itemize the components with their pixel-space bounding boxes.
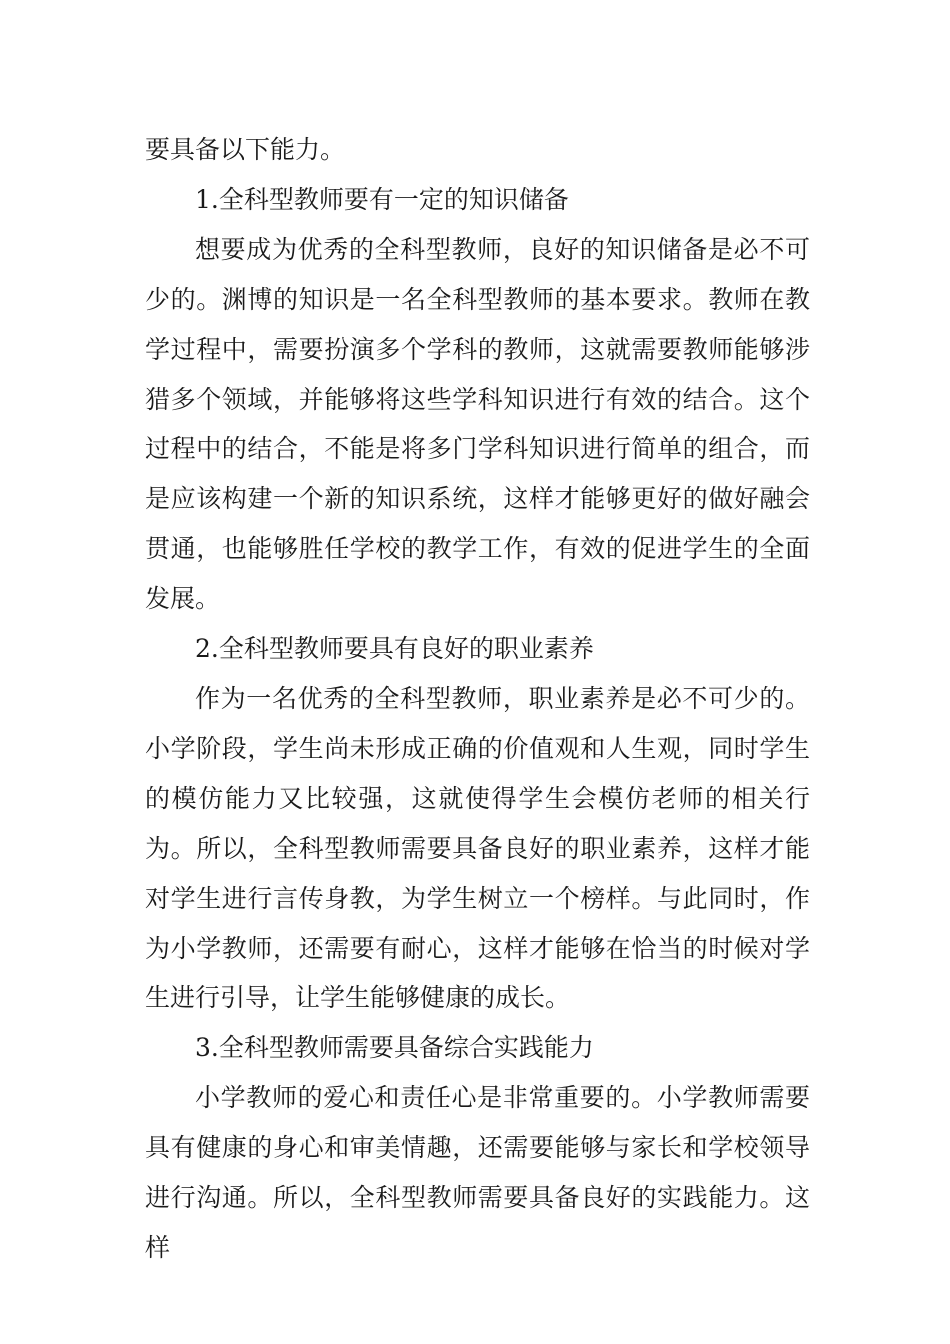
paragraph-practice: 小学教师的爱心和责任心是非常重要的。小学教师需要具有健康的身心和审美情趣，还需要能够与家长和学校领导进行沟通。所以，全科型教师需要具备良好的实践能力。这样 <box>145 1083 810 1262</box>
paragraph-continuation: 要具备以下能力。 <box>145 135 346 164</box>
document-body <box>145 125 810 1273</box>
section-heading-3: 3.全科型教师需要具备综合实践能力 <box>195 1033 594 1063</box>
paragraph-professionalism: 作为一名优秀的全科型教师，职业素养是必不可少的。小学阶段，学生尚未形成正确的价值观和人生观，同时学生的模仿能力又比较强，这就使得学生会模仿老师的相关行为。所以，全科型教师需要具备良好的职业素养，这样才能对学生进行言传身教，为学生树立一个榜样。与此同时，作为小学教师，还需要有耐心，这样才能够在恰当的时候对学生进行引导，让学生能够健康的成长。 <box>145 683 810 1013</box>
section-heading-1: 1.全科型教师要有一定的知识储备 <box>195 184 569 214</box>
paragraph-knowledge: 想要成为优秀的全科型教师，良好的知识储备是必不可少的。渊博的知识是一名全科型教师的基本要求。教师在教学过程中，需要扮演多个学科的教师，这就需要教师能够涉猎多个领域，并能够将这些学科知识进行有效的结合。这个过程中的结合，不能是将多门学科知识进行简单的组合，而是应该构建一个新的知识系统，这样才能够更好的做好融会贯通，也能够胜任学校的教学工作，有效的促进学生的全面发展。 <box>145 234 810 614</box>
section-heading-2: 2.全科型教师要具有良好的职业素养 <box>195 634 594 664</box>
